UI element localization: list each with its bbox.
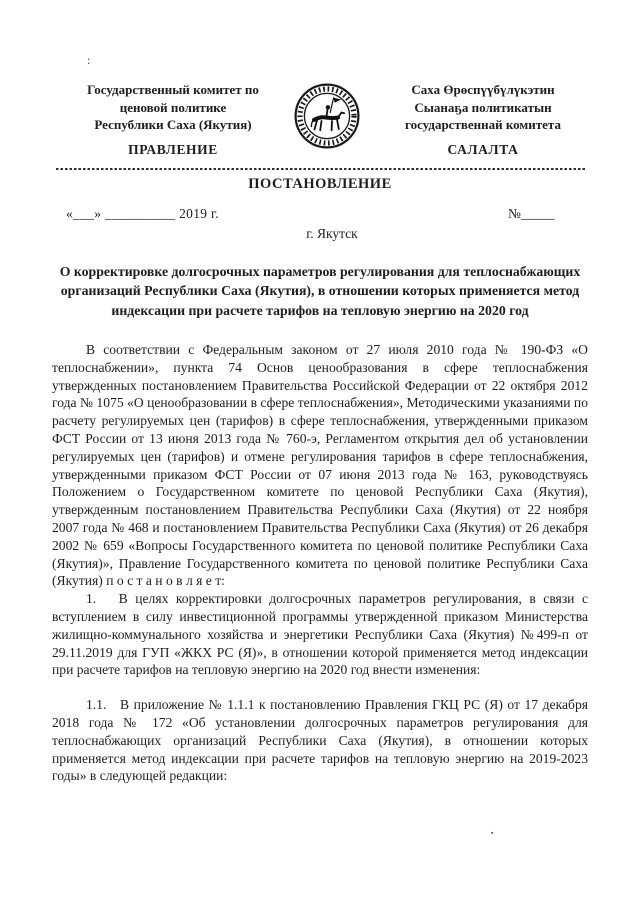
org-name-russian [56,81,290,134]
preamble-paragraph: В соответствии с Федеральным законом от 27 июля 2010 года № 190-ФЗ «О теплоснабжении», пункта 74 Основ ценообразования в сфере теплоснабжения утвержденных постановлением Правительства Российской Федерации от 22 октября 2012 года № 1075 «О ценообразовании в сфере теплоснабжения», Методическими указаниями по расчету регулируемых цен (тарифов) в сфере теплоснабжения, утвержденными приказом ФСТ России от 13 июня 2013 года № 760-э, Регламентом открытия дел об установлении регулируемых цен (тарифов) и отмене регулирования тарифов в сфере теплоснабжения, утвержденными приказом ФСТ России от 07 июня 2013 года № 163, руководствуясь Положением о Государственном комитете по ценовой Республики Саха (Якутия), утвержденным постановлением Правительства Республики Саха (Якутия) от 22 ноября 2007 года № 468 и постановлением Правительства Республики Саха (Якутия) от 26 декабря 2002 № 659 «Вопросы Государственного комитета по ценовой политике Республики Саха (Якутия)», Правление Государственного комитета по ценовой политике Республики Саха (Якутия) п о с т а н о в л я е т: [52,342,588,589]
document-title-line: организаций Республики Саха (Якутия), в отношении которых применяется метод [60,283,580,299]
org-name-russian-line: Государственный комитет по [87,82,259,97]
number-blank-field: №_____ [508,206,555,221]
document-title-line: О корректировке долгосрочных параметров регулирования для теплоснабжающих [59,264,581,279]
document-title [28,262,612,320]
item-1-1-paragraph: 1.1. В приложение № 1.1.1 к постановлению Правления ГКЦ РС (Я) от 17 декабря 2018 года № 172 «Об установлении долгосрочных параметров регулирования для теплоснабжающих организаций Республики Саха (Якутия), в отношении которых применяется метод индексации при расчете тарифов на тепловую энергию на 2019-2023 годы» в следующей редакции: [52,697,588,784]
sakha-coat-of-arms-icon [293,82,361,150]
header-divider-dashed-line [56,168,585,170]
scan-artifact-mark: : [87,53,91,67]
org-name-yakut [381,81,585,134]
document-type-heading: ПОСТАНОВЛЕНИЕ [248,176,392,192]
org-name-russian-line: ценовой политике [119,99,227,115]
scan-artifact-speck: ▪ [491,829,494,837]
org-name-yakut-line: государственнай комитета [405,117,561,132]
org-subtitle-salalta: САЛАЛТА [447,142,519,157]
document-title-line: индексации при расчете тарифов на тепловую энергию на 2020 год [111,302,529,318]
item-1-paragraph: 1. В целях корректировки долгосрочных параметров регулирования, в связи с вступлением в силу инвестиционной программы утвержденной приказом Министерства жилищно-коммунального хозяйства и энергетики Республики Саха (Якутия) №499-п от 29.11.2019 для ГУП «ЖКХ РС (Я)», в отношении которой применяется метод индексации при расчете тарифов на тепловую энергию на 2020 год внести изменения: [52,591,588,678]
org-name-yakut-line: Саха Өрөспүүбүлүкэтин [411,82,555,97]
org-name-russian-line: Республики Саха (Якутия) [94,117,252,132]
org-name-yakut-line: Сыанаҕа политикатын [414,99,552,115]
requisites-row [66,206,585,224]
city-line: г. Якутск [306,226,358,241]
document-body [52,341,588,785]
date-blank-field: «___» __________ 2019 г. [66,206,219,221]
org-subtitle-pravlenie: ПРАВЛЕНИЕ [128,142,218,157]
